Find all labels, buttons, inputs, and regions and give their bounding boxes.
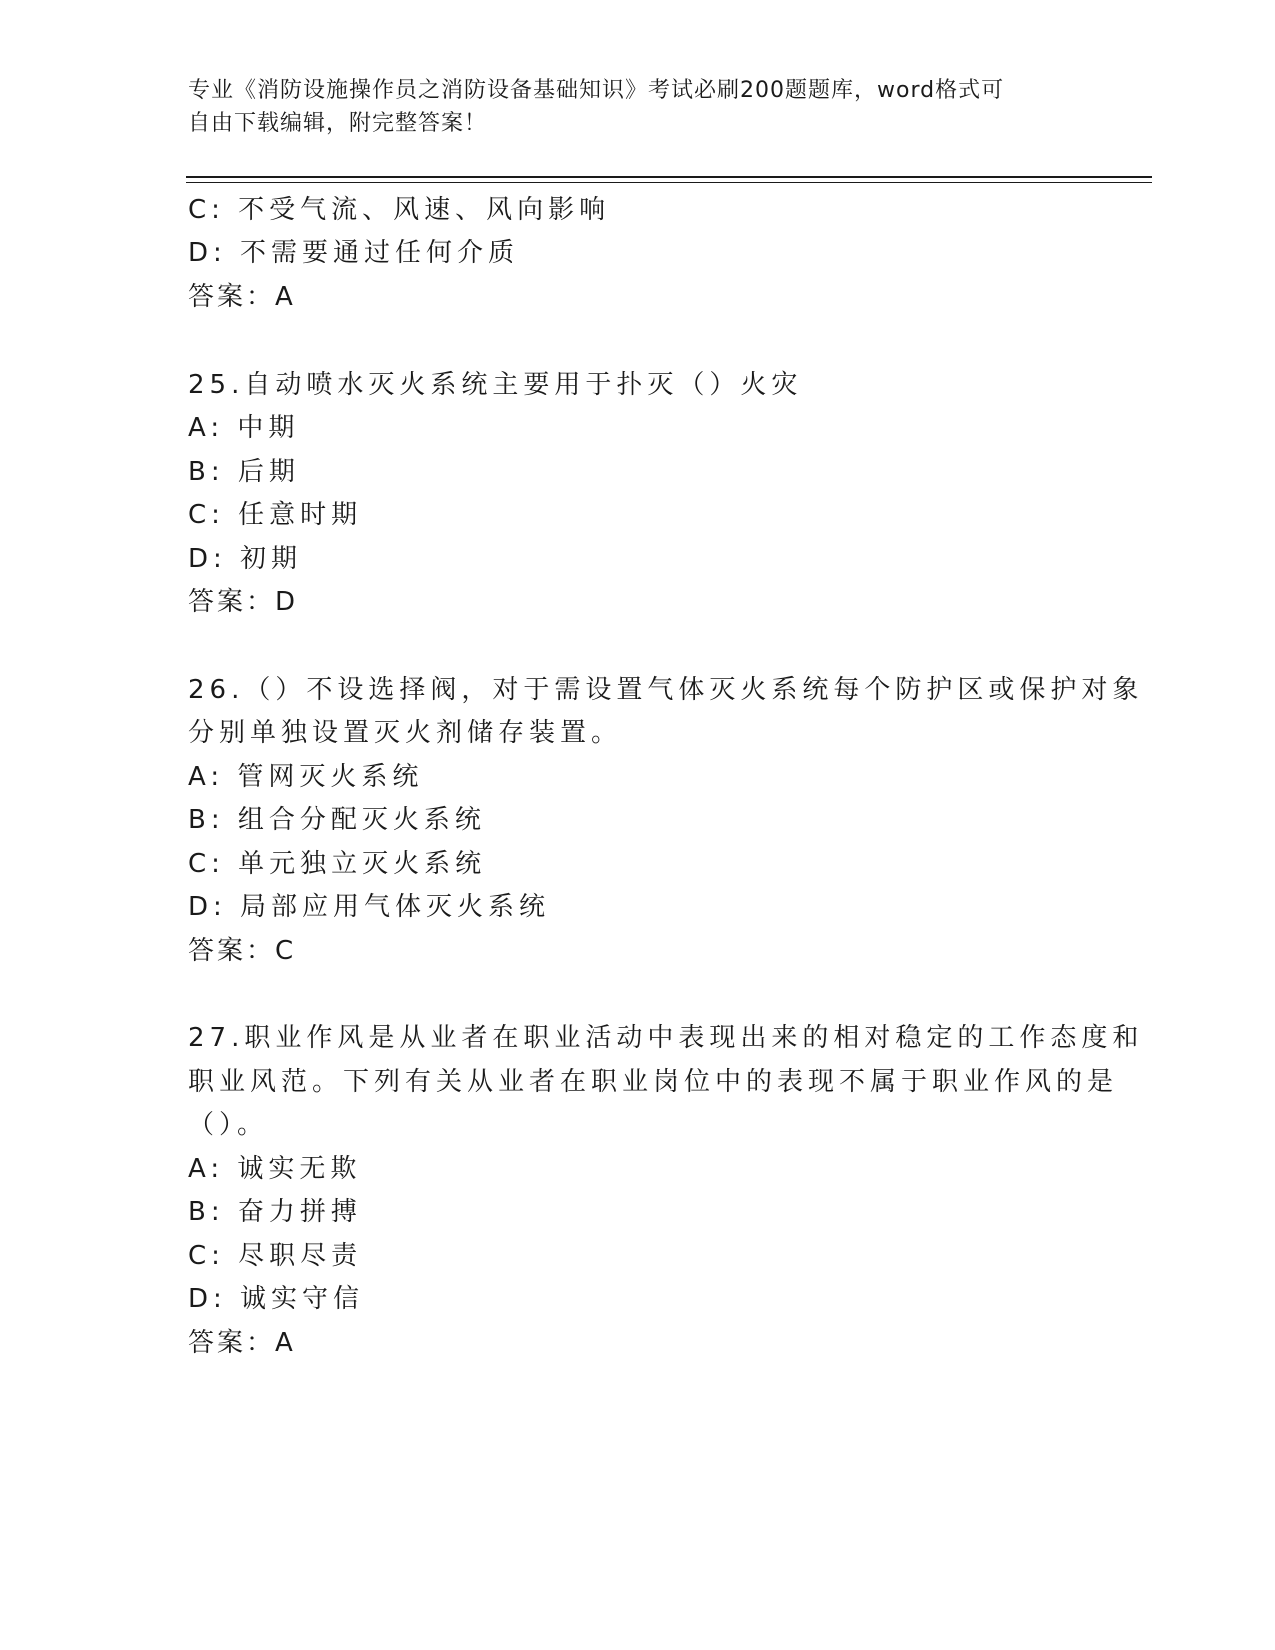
q27-question-line-1: 27.职业作风是从业者在职业活动中表现出来的相对稳定的工作态度和 [188, 1023, 1144, 1053]
q26-question-line-1: 26.（）不设选择阀，对于需设置气体灭火系统每个防护区或保护对象 [188, 675, 1144, 705]
header-line-2: 自由下载编辑，附完整答案！ [188, 111, 488, 136]
document-header [188, 74, 1088, 140]
prev-option-d: D: 不需要通过任何介质 [188, 238, 520, 268]
header-divider-thin [186, 182, 1152, 183]
q26-option-a: A: 管网灭火系统 [188, 762, 424, 792]
q27-option-d: D: 诚实守信 [188, 1284, 365, 1314]
q27-option-a: A: 诚实无欺 [188, 1154, 362, 1184]
q26-option-b: B: 组合分配灭火系统 [188, 805, 486, 835]
q25-option-b: B: 后期 [188, 457, 300, 487]
prev-option-c: C: 不受气流、风速、风向影响 [188, 195, 611, 225]
q26-question-line-2: 分别单独设置灭火剂储存装置。 [188, 718, 623, 748]
q25-answer: 答案：D [188, 587, 299, 617]
q25-option-d: D: 初期 [188, 544, 303, 574]
header-line-1: 专业《消防设施操作员之消防设备基础知识》考试必刷200题题库，word格式可 [188, 78, 1005, 103]
q25-option-c: C: 任意时期 [188, 500, 363, 530]
q27-answer: 答案：A [188, 1328, 296, 1358]
q25-question: 25.自动喷水灭火系统主要用于扑灭（）火灾 [188, 370, 803, 400]
prev-answer: 答案：A [188, 282, 296, 312]
q27-question-line-3: （）。 [188, 1110, 269, 1140]
q27-question-line-2: 职业风范。下列有关从业者在职业岗位中的表现不属于职业作风的是 [188, 1067, 1119, 1097]
q25-option-a: A: 中期 [188, 413, 300, 443]
q27-option-c: C: 尽职尽责 [188, 1241, 363, 1271]
q26-answer: 答案：C [188, 936, 297, 966]
q27-option-b: B: 奋力拼搏 [188, 1197, 362, 1227]
q26-option-c: C: 单元独立灭火系统 [188, 849, 487, 879]
header-divider-thick [186, 176, 1152, 178]
q26-option-d: D: 局部应用气体灭火系统 [188, 892, 551, 922]
